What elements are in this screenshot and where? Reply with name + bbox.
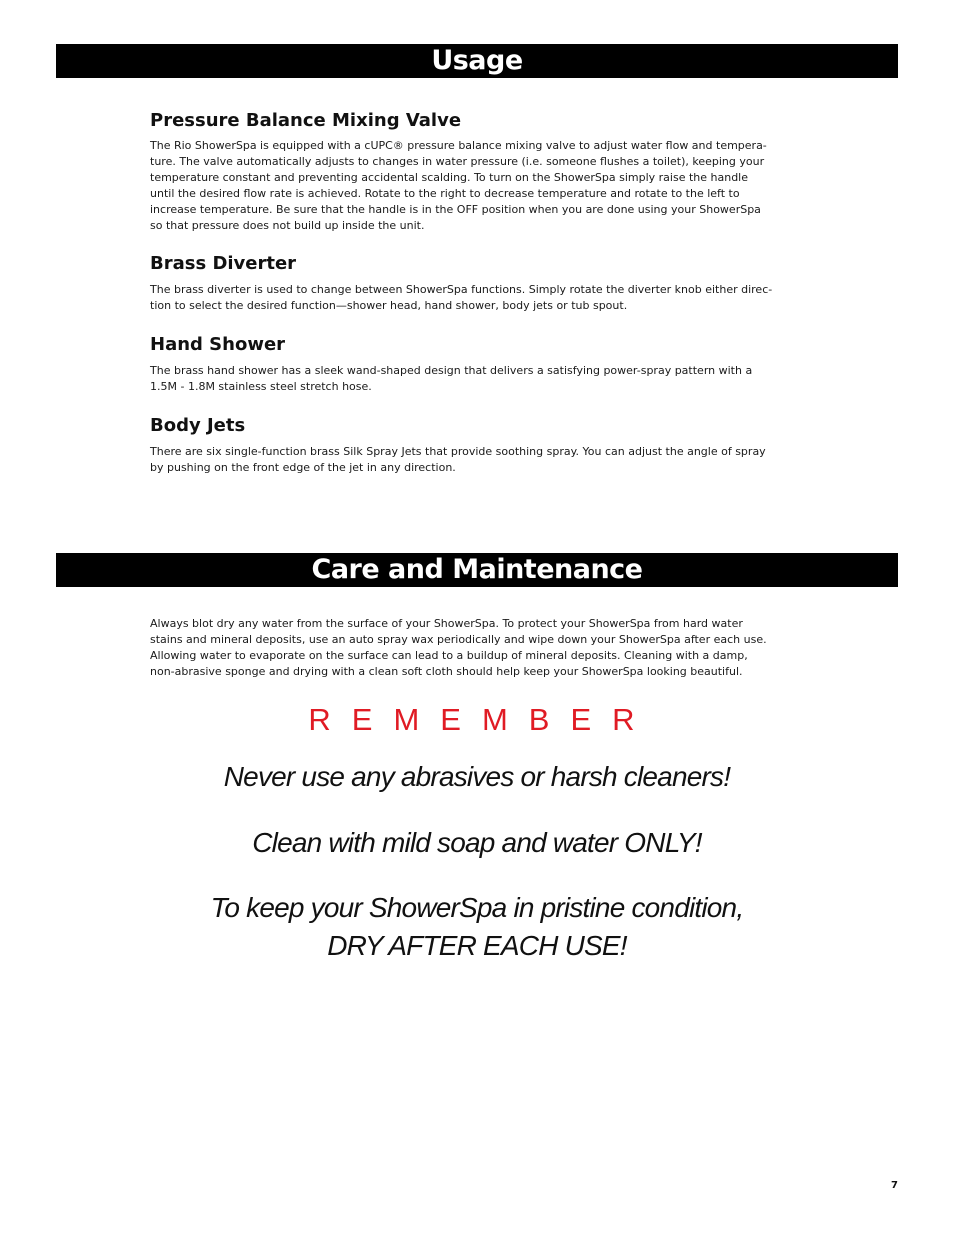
text-line: until the desired flow rate is achieved. Rotate to the right to decrease temperature and rotate to the left to	[150, 187, 740, 200]
text-line: 1.5M - 1.8M stainless steel stretch hose.	[150, 380, 372, 393]
body-jets-text	[150, 444, 802, 476]
pressure-valve-heading: Pressure Balance Mixing Valve	[150, 110, 462, 131]
usage-banner	[56, 44, 898, 78]
text-line: The brass hand shower has a sleek wand-shaped design that delivers a satisfying power-spray pattern with a	[150, 364, 753, 377]
text-line: by pushing on the front edge of the jet in any direction.	[150, 461, 456, 474]
warning-pristine: To keep your ShowerSpa in pristine condition,	[210, 892, 744, 923]
text-line: The Rio ShowerSpa is equipped with a cUPC® pressure balance mixing valve to adjust water flow and tempera-	[150, 139, 767, 152]
text-line: temperature constant and preventing accidental scalding. To turn on the ShowerSpa simply raise the handle	[150, 171, 749, 184]
text-line: non-abrasive sponge and drying with a clean soft cloth should help keep your ShowerSpa looking beautiful.	[150, 665, 743, 678]
warning-abrasives: Never use any abrasives or harsh cleaners!	[223, 761, 731, 792]
pressure-valve-text	[150, 138, 802, 234]
text-line: ture. The valve automatically adjusts to changes in water pressure (i.e. someone flushes a toilet), keeping your	[150, 155, 765, 168]
remember-heading: REMEMBER	[308, 702, 656, 737]
page-number: 7	[891, 1180, 898, 1191]
warning-dry: DRY AFTER EACH USE!	[327, 930, 627, 961]
care-banner	[56, 553, 898, 587]
care-text	[150, 616, 802, 680]
text-line: Always blot dry any water from the surface of your ShowerSpa. To protect your ShowerSpa from hard water	[150, 617, 743, 630]
text-line: Allowing water to evaporate on the surface can lead to a buildup of mineral deposits. Cleaning with a damp,	[150, 649, 748, 662]
care-title: Care and Maintenance	[311, 554, 643, 585]
hand-shower-heading: Hand Shower	[150, 334, 286, 355]
text-line: increase temperature. Be sure that the handle is in the OFF position when you are done using your ShowerSpa	[150, 203, 761, 216]
text-line: stains and mineral deposits, use an auto spray wax periodically and wipe down your ShowerSpa after each use.	[150, 633, 767, 646]
text-line: The brass diverter is used to change between ShowerSpa functions. Simply rotate the diverter knob either direc-	[150, 283, 773, 296]
body-jets-heading: Body Jets	[150, 415, 246, 436]
text-line: so that pressure does not build up inside the unit.	[150, 219, 425, 232]
warning-mild-soap: Clean with mild soap and water ONLY!	[252, 827, 702, 858]
brass-diverter-text	[150, 282, 802, 314]
usage-title: Usage	[431, 45, 523, 76]
text-line: There are six single-function brass Silk Spray Jets that provide soothing spray. You can adjust the angle of spray	[150, 445, 766, 458]
text-line: tion to select the desired function—shower head, hand shower, body jets or tub spout.	[150, 299, 628, 312]
brass-diverter-heading: Brass Diverter	[150, 253, 297, 274]
hand-shower-text	[150, 363, 802, 395]
